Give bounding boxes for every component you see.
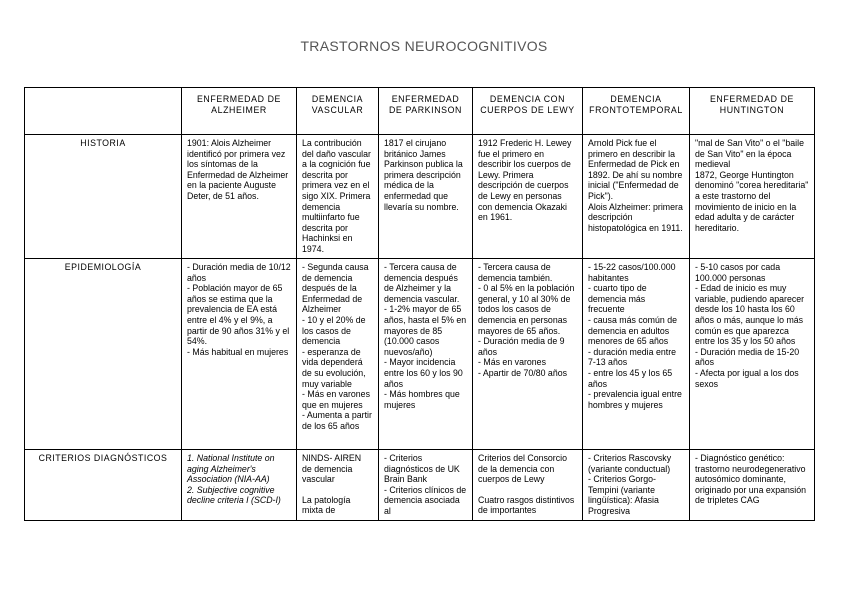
- row-label-historia: HISTORIA: [25, 135, 182, 259]
- cell-text: - Criterios Gorgo-Tempini (variante lingüística): Afasia Progresiva: [588, 474, 659, 516]
- cell-historia-lewy: [473, 135, 583, 259]
- header-empty: [25, 88, 182, 135]
- cell-text: - Más en varones que en mujeres: [302, 389, 370, 410]
- cell-epidemiologia-parkinson: [379, 259, 473, 450]
- cell-epidemiologia-vascular: [297, 259, 379, 450]
- cell-text: - Más habitual en mujeres: [187, 346, 289, 357]
- cell-text: La contribución del daño vascular a la cognición fue descrita por primera vez en el sigo XIX. Primera demencia multiinfarto fue descrita por Hachinksi en 1974.: [302, 138, 371, 254]
- cell-criterios-lewy: [473, 450, 583, 521]
- cell-text: - Duración media de 15-20 años: [695, 346, 800, 368]
- cell-text: - Segunda causa de demencia después de la Enfermedad de Alzheimer: [302, 262, 369, 315]
- cell-text: - 15-22 casos/100.000 habitantes: [588, 262, 676, 283]
- cell-text: - prevalencia igual entre hombres y mujeres: [588, 389, 682, 410]
- cell-text: - Duración media de 9 años: [478, 336, 565, 357]
- cell-text: 1817 el cirujano británico James Parkinson publica la primera descripción médica de la enfermedad que llevaría su nombre.: [384, 138, 463, 212]
- cell-text: - cuarto tipo de demencia más frecuente: [588, 283, 647, 315]
- cell-text: - Más en varones: [478, 357, 546, 368]
- cell-text: Alois Alzheimer: primera descripción histopatológica en 1911.: [588, 201, 683, 233]
- cell-text: 1901: Alois Alzheimer identificó por primera vez los síntomas de la Enfermedad de Alzheimer en la paciente Auguste Deter, de 51 años.: [187, 138, 289, 201]
- page-title: TRASTORNOS NEUROCOGNITIVOS: [300, 38, 548, 54]
- cell-epidemiologia-huntington: [690, 259, 815, 450]
- cell-text: - Edad de inicio es muy variable, pudiendo aparecer desde los 10 hasta los 60 años o más, aunque lo más común es que aparezca entre los 35 y los 50 años: [695, 283, 805, 347]
- header-parkinson: ENFERMEDAD DE PARKINSON: [379, 88, 473, 135]
- cell-text: - duración media entre 7-13 años: [588, 346, 677, 368]
- cell-text: - Apartir de 70/80 años: [478, 367, 568, 378]
- cell-text: Criterios del Consorcio de la demencia con cuerpos de Lewy: [478, 453, 567, 485]
- cell-text: - 1-2% mayor de 65 años, hasta el 5% en mayores de 85 (10.000 casos nuevos/año): [384, 304, 467, 357]
- cell-text: Arnold Pick fue el primero en describir la Enfermedad de Pick en 1892. De ahí su nombre inicial ("Enfermedad de Pick").: [588, 138, 683, 201]
- cell-text: - Mayor incidencia entre los 60 y los 90 años: [384, 357, 463, 389]
- cell-text: - Criterios Rascovsky (variante conductual): [588, 453, 672, 474]
- cell-text: 1. National Institute on aging Alzheimer's Association (NIA-AA): [187, 453, 275, 485]
- cell-text: NINDS- AIREN de demencia vascular: [302, 453, 362, 485]
- cell-text: - entre los 45 y los 65 años: [588, 367, 673, 389]
- cell-epidemiologia-frontotemporal: [583, 259, 690, 450]
- header-frontotemporal: DEMENCIA FRONTOTEMPORAL: [583, 88, 690, 135]
- cell-historia-huntington: [690, 135, 815, 259]
- cell-text: Cuatro rasgos distintivos de importantes: [478, 494, 575, 516]
- row-label-criterios: CRITERIOS DIAGNÓSTICOS: [25, 450, 182, 521]
- cell-historia-frontotemporal: [583, 135, 690, 259]
- cell-text: "mal de San Vito" o el "baile de San Vito" en la época medieval: [695, 138, 804, 170]
- cell-criterios-parkinson: [379, 450, 473, 521]
- header-vascular: DEMENCIA VASCULAR: [297, 88, 379, 135]
- cell-text: - Diagnóstico genético: trastorno neurodegenerativo autosómico dominante, originado por una expansión de tripletes CAG: [695, 453, 807, 506]
- header-row: [25, 88, 815, 135]
- cell-text: - Criterios clínicos de demencia asociada al: [384, 484, 467, 516]
- cell-historia-alzheimer: [182, 135, 297, 259]
- row-criterios: [25, 450, 815, 521]
- cell-text: - Tercera causa de demencia después de Alzheimer y la demencia vascular.: [384, 262, 460, 304]
- cell-text: - Aumenta a partir de los 65 años: [302, 410, 372, 431]
- cell-historia-parkinson: [379, 135, 473, 259]
- cell-criterios-huntington: [690, 450, 815, 521]
- cell-text: - 10 y el 20% de los casos de demencia: [302, 314, 366, 347]
- cell-epidemiologia-lewy: [473, 259, 583, 450]
- cell-text: - Tercera causa de demencia también.: [478, 262, 553, 283]
- cell-text: - Población mayor de 65 años se estima que la prevalencia de EA está entre el 4% y el 9%, a partir de 90 años 31% y el 54%.: [187, 283, 290, 347]
- cell-criterios-vascular: [297, 450, 379, 521]
- cell-epidemiologia-alzheimer: [182, 259, 297, 450]
- cell-criterios-alzheimer: [182, 450, 297, 521]
- row-epidemiologia: [25, 259, 815, 450]
- cell-historia-vascular: [297, 135, 379, 259]
- cell-text: 1912 Frederic H. Lewey fue el primero en describir los cuerpos de Lewy. Primera descripción de cuerpos de Lewy en personas con demencia Okazaki en 1961.: [478, 138, 572, 223]
- cell-criterios-frontotemporal: [583, 450, 690, 521]
- cell-text: - Duración media de 10/12 años: [187, 262, 291, 283]
- cell-text: 1872, George Huntington denominó "corea hereditaria" a este trastorno del movimiento de inicio en la edad adulta y de carácter hereditario.: [695, 169, 809, 233]
- cell-text: - 0 al 5% en la población general, y 10 al 30% de todos los casos de demencia en personas mayores de 65 años.: [478, 283, 575, 336]
- header-alzheimer: ENFERMEDAD DE ALZHEIMER: [182, 88, 297, 135]
- cell-text: - Criterios diagnósticos de UK Brain Bank: [384, 453, 460, 485]
- row-label-epidemiologia: EPIDEMIOLOGÍA: [25, 259, 182, 450]
- header-huntington: ENFERMEDAD DE HUNTINGTON: [690, 88, 815, 135]
- cell-text: - Afecta por igual a los dos sexos: [695, 367, 799, 389]
- cell-text: - Más hombres que mujeres: [384, 389, 460, 410]
- comparison-table: [24, 87, 815, 521]
- cell-text: - causa más común de demencia en adultos menores de 65 años: [588, 314, 677, 347]
- cell-text: La patología mixta de: [302, 494, 351, 516]
- row-historia: [25, 135, 815, 259]
- cell-text: - 5-10 casos por cada 100.000 personas: [695, 262, 781, 283]
- cell-text: 2. Subjective cognitive decline criteria I (SCD-I): [187, 484, 281, 506]
- header-lewy: DEMENCIA CON CUERPOS DE LEWY: [473, 88, 583, 135]
- cell-text: - esperanza de vida dependerá de su evolución, muy variable: [302, 346, 366, 389]
